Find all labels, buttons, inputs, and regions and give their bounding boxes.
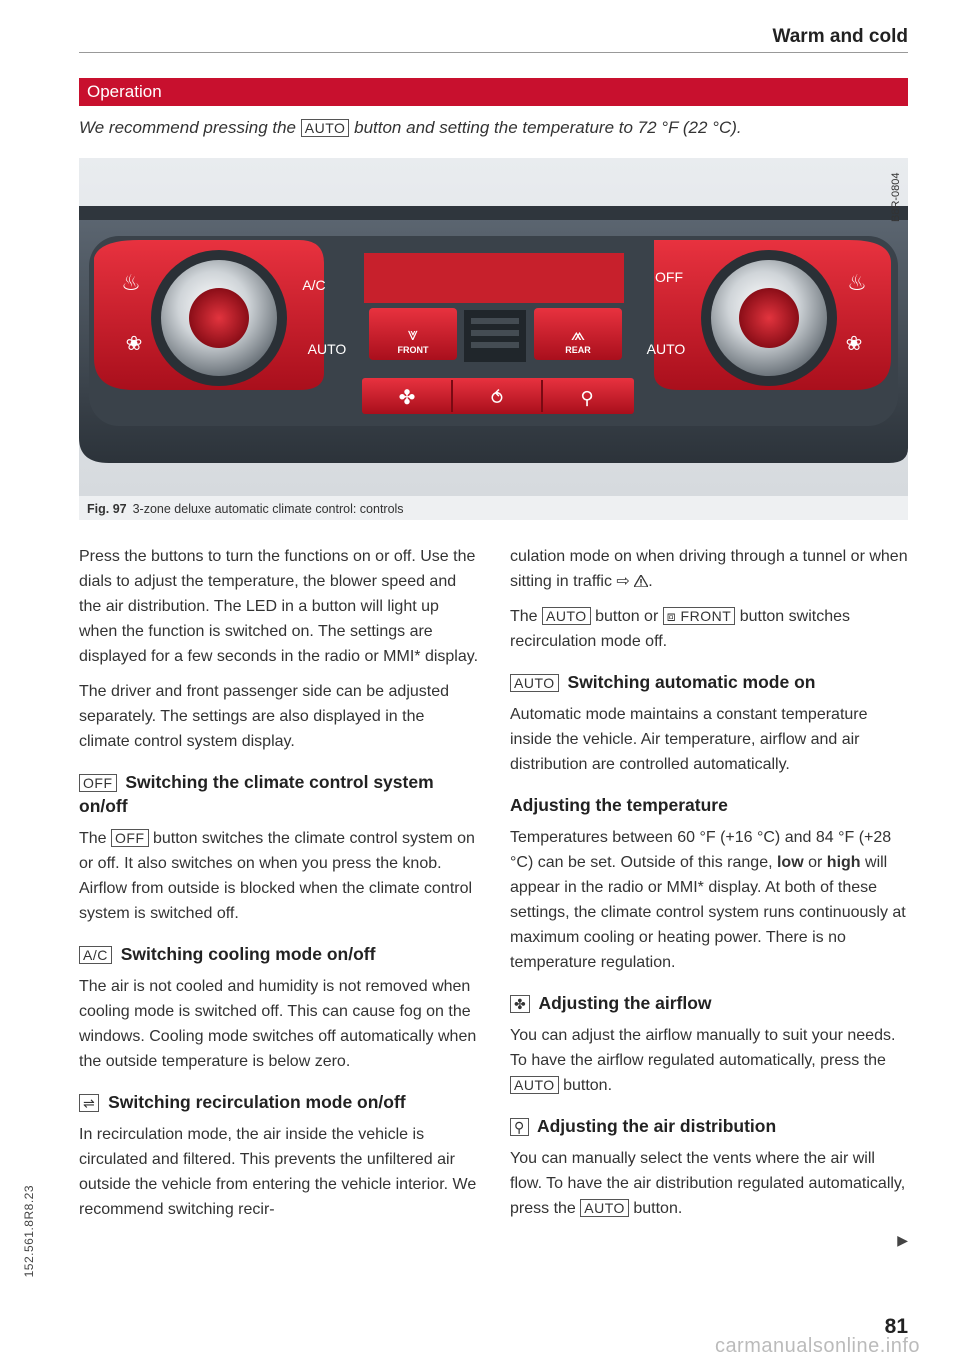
air-distribution-key-icon: ⚲ <box>510 1118 529 1136</box>
seat-heat-left-icon: ♨ <box>121 270 141 295</box>
seat-heat-right-icon: ♨ <box>847 270 867 295</box>
recirculation-key-icon: ⇌ <box>79 1094 99 1112</box>
watermark: carmanualsonline.info <box>714 1335 920 1357</box>
heading-temperature: Adjusting the temperature <box>510 795 728 815</box>
recirculation-icon: ⥀ <box>490 388 504 408</box>
off-key: OFF <box>111 829 149 847</box>
paragraph: The driver and front passenger side can be adjusted separately. The settings are also displayed in the climate control system display. <box>79 683 450 750</box>
heading-climate-on-off: OFF Switching the climate control system on/off <box>79 772 434 816</box>
paragraph: You can manually select the vents where the air will flow. To have the air distribution regulated automatically, press the AUTO button. <box>510 1150 906 1217</box>
warning-icon <box>634 575 648 587</box>
heading-recirculation: ⇌ Switching recirculation mode on/off <box>79 1090 479 1114</box>
paragraph: culation mode on when driving through a tunnel or when sitting in traffic ⇨ . <box>510 548 908 590</box>
paragraph: The air is not cooled and humidity is not removed when cooling mode is switched off. This can cause fog on the windows. Cooling mode switches off automatically when the outside temperature is below zero. <box>79 978 477 1070</box>
off-key: OFF <box>79 774 117 792</box>
front-label: FRONT <box>397 345 429 355</box>
auto-key: AUTO <box>542 607 591 625</box>
auto-key: AUTO <box>580 1199 629 1217</box>
figure-reference-code: B8R-0804 <box>890 172 902 222</box>
paragraph: In recirculation mode, the air inside the vehicle is circulated and filtered. This prevents the unfiltered air outside the vehicle from entering the vehicle interior. We recommend switching recir- <box>79 1126 477 1218</box>
air-distribution-icon: ⚲ <box>580 388 594 408</box>
rear-label: REAR <box>565 345 591 355</box>
seat-vent-right-icon: ❀ <box>845 333 863 355</box>
fan-key-icon: ✤ <box>510 995 530 1013</box>
chapter-title: Warm and cold <box>772 26 908 47</box>
paragraph: Automatic mode maintains a constant temperature inside the vehicle. Air temperature, airflow and air distribution are controlled automatically. <box>510 706 868 773</box>
intro-text: We recommend pressing the AUTO button and setting the temperature to 72 °F (22 °C). <box>79 118 742 137</box>
auto-key: AUTO <box>510 1076 559 1094</box>
ac-label: A/C <box>302 277 326 293</box>
section-title: Operation <box>79 78 908 106</box>
rear-defrost-icon: ⩕ <box>570 324 586 344</box>
heading-air-distribution: ⚲ Adjusting the air distribution <box>510 1114 908 1138</box>
ac-key: A/C <box>79 946 112 964</box>
auto-left-label: AUTO <box>307 341 347 357</box>
figure-climate-control <box>79 158 908 520</box>
continue-arrow-icon: ▶ <box>897 1232 908 1248</box>
heading-cooling-mode: A/C Switching cooling mode on/off <box>79 942 479 966</box>
paragraph: The AUTO button or ⧈ FRONT button switches recirculation mode off. <box>510 608 850 650</box>
climate-control-panel-image <box>79 158 908 496</box>
page-number: 81 <box>884 1315 908 1338</box>
seat-vent-left-icon: ❀ <box>125 333 143 355</box>
fan-icon: ✤ <box>398 387 416 409</box>
paragraph: The OFF button switches the climate control system on or off. It also switches on when you press the knob. Airflow from outside is blocked when the climate control system is switched off. <box>79 830 475 922</box>
paragraph: Press the buttons to turn the functions on or off. Use the dials to adjust the temperature, the blower speed and the air distribution. The LED in a button will light up when the function is switched on. The settings are displayed for a few seconds in the radio or MMI* display. <box>79 548 479 665</box>
auto-right-label: AUTO <box>646 341 686 357</box>
header-divider <box>79 52 908 53</box>
left-column <box>79 544 479 1232</box>
paragraph: Temperatures between 60 °F (+16 °C) and 84 °F (+28 °C) can be set. Outside of this range, low or high will appear in the radio or MMI* display. At both of these settings, the climate control system runs continuously at maximum cooling or heating power. There is no temperature regulation. <box>510 829 906 971</box>
heading-automatic-mode: AUTO Switching automatic mode on <box>510 670 908 694</box>
right-column <box>510 544 908 1231</box>
auto-key: AUTO <box>301 119 350 137</box>
front-key: ⧈ FRONT <box>663 607 736 625</box>
heading-airflow: ✤ Adjusting the airflow <box>510 991 908 1015</box>
off-label: OFF <box>655 269 683 285</box>
auto-key: AUTO <box>510 674 559 692</box>
figure-caption: Fig. 97 3-zone deluxe automatic climate control: controls <box>87 502 404 516</box>
paragraph: You can adjust the airflow manually to suit your needs. To have the airflow regulated automatically, press the AUTO button. <box>510 1027 896 1094</box>
front-defrost-icon: ⩔ <box>407 324 419 344</box>
document-code: 152.561.8R8.23 <box>22 1185 36 1278</box>
